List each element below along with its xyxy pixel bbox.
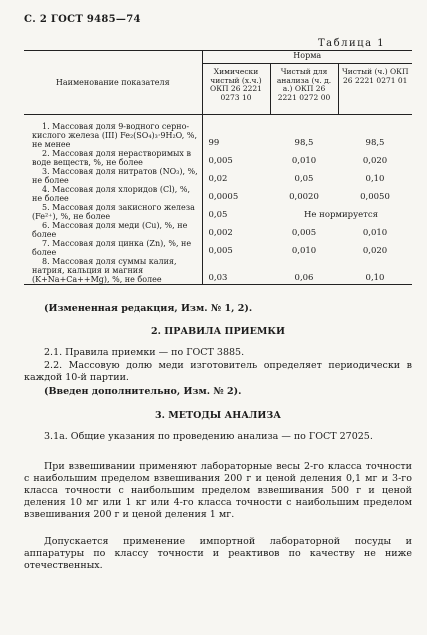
row-value-grade-2: 0,0020 [289, 192, 319, 202]
row-value-grade-1: 0,005 [208, 246, 233, 256]
row-value-grade-1: 99 [208, 138, 220, 148]
section-2-note: (Введен дополнительно, Изм. № 2). [44, 386, 242, 397]
row-label: 4. Массовая доля хлоридов (Cl), %, не более [32, 185, 190, 203]
row-value-grade-3: 0,10 [338, 257, 412, 285]
specification-table [24, 50, 412, 285]
row-label: 8. Массовая доля суммы калия, натрия, кальция и магния (K+Na+Ca++Mg), %, не более [32, 257, 177, 284]
row-value-grade-1: 0,03 [202, 257, 270, 285]
row-value-grade-3: 98,5 [365, 138, 385, 148]
row-value-not-standardized: Не нормируется [304, 210, 378, 220]
section-3-paragraph-1: 3.1а. Общие указания по проведению анализа — по ГОСТ 27025. [44, 431, 373, 442]
table-row [24, 257, 412, 285]
row-value-grade-3: 0,020 [362, 156, 388, 166]
section-2-title: 2. ПРАВИЛА ПРИЕМКИ [151, 326, 285, 337]
row-value-grade-2: 98,5 [294, 138, 314, 148]
row-label: 5. Массовая доля закисного железа (Fe²⁺), %, не более [32, 203, 195, 221]
table-row [24, 203, 412, 221]
row-label: 1. Массовая доля 9-водного серно-кислого железа (III) Fe₂(SO₄)₃·9H₂O, %, не менее [32, 122, 197, 149]
column-header-norm: Норма [202, 51, 412, 64]
table-row [24, 221, 412, 239]
row-value-grade-1: 0,02 [208, 174, 228, 184]
section-3-title: 3. МЕТОДЫ АНАЛИЗА [155, 410, 281, 421]
table-row [24, 149, 412, 167]
row-value-grade-2: 0,005 [291, 228, 317, 238]
row-value-grade-1: 0,05 [208, 210, 228, 220]
row-value-grade-2: 0,06 [270, 257, 338, 285]
column-header-grade-2: Чистый для анализа (ч. д. а.) ОКП 26 2221 0272 00 [270, 64, 338, 115]
table-caption: Таблица 1 [318, 38, 386, 49]
page-header: С. 2 ГОСТ 9485—74 [24, 14, 141, 25]
row-value-grade-1: 0,005 [208, 156, 233, 166]
row-label: 3. Массовая доля нитратов (NO₃), %, не более [32, 167, 198, 185]
row-value-grade-1: 0,002 [208, 228, 233, 238]
row-value-grade-3: 0,0050 [360, 192, 390, 202]
row-label: 7. Массовая доля цинка (Zn), %, не более [32, 239, 192, 257]
row-value-grade-1: 0,0005 [208, 192, 239, 202]
table-header-row [24, 51, 412, 64]
table-row [24, 239, 412, 257]
section-2-paragraph-1: 2.1. Правила приемки — по ГОСТ 3885. [44, 347, 245, 358]
row-value-grade-2: 0,010 [291, 156, 317, 166]
row-value-grade-3: 0,020 [362, 246, 388, 256]
table-row [24, 185, 412, 203]
table-row [24, 122, 412, 149]
section-2-paragraph-2: 2.2. Массовую долю меди изготовитель определяет периодически в каждой 10-й партии. [24, 360, 412, 383]
row-value-grade-3: 0,010 [362, 228, 388, 238]
section-3-paragraph-3: Допускается применение импортной лабораторной посуды и аппаратуры по классу точности и реактивов по качеству не ниже отечественных. [24, 536, 412, 571]
table-row [24, 167, 412, 185]
row-value-grade-2: 0,010 [291, 246, 317, 256]
row-label: 2. Массовая доля нерастворимых в воде веществ, %, не более [32, 149, 191, 167]
column-header-grade-1: Химически чистый (х.ч.) ОКП 26 2221 0273 10 [202, 64, 270, 115]
column-header-name: Наименование показателя [24, 51, 202, 115]
row-value-grade-3: 0,10 [365, 174, 385, 184]
amendment-note: (Измененная редакция, Изм. № 1, 2). [44, 303, 253, 314]
row-label: 6. Массовая доля меди (Cu), %, не более [32, 221, 188, 239]
section-3-paragraph-2: При взвешивании применяют лабораторные весы 2-го класса точности с наибольшим пределом взвешивания 200 г и ценой деления 0,1 мг и 3-го класса точности с наибольшим пределом взвешивания 500 г и ценой деления 10 мг или 1 кг или 4-го класса точности с наибольшим пределом взвешивания 200 г и ценой деления 1 мг. [24, 461, 412, 520]
column-header-grade-3: Чистый (ч.) ОКП 26 2221 0271 01 [338, 64, 412, 115]
row-value-grade-2: 0,05 [294, 174, 314, 184]
